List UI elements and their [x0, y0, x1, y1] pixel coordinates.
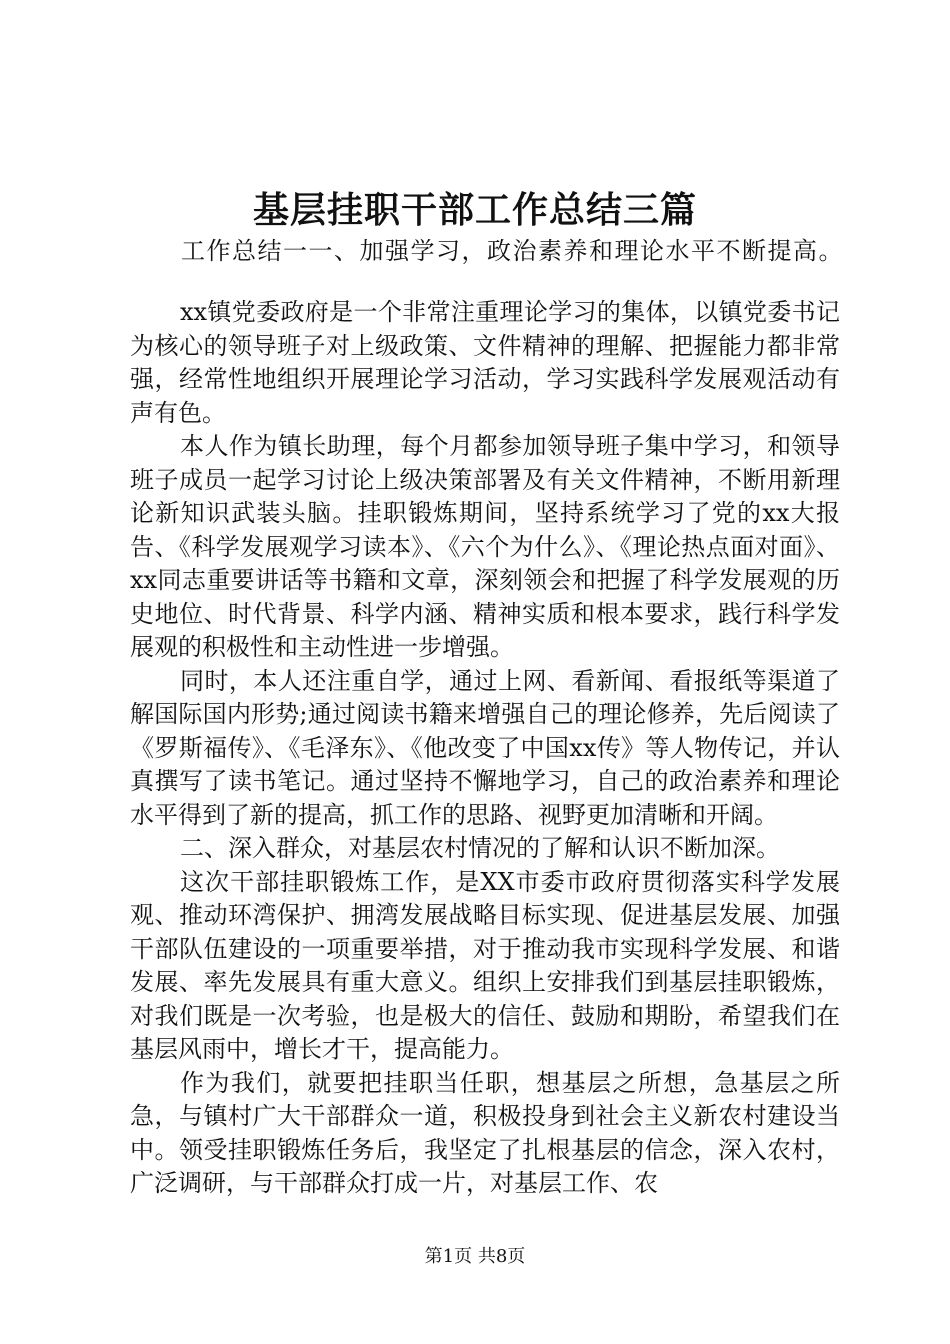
- paragraph: 同时，本人还注重自学，通过上网、看新闻、看报纸等渠道了解国际国内形势;通过阅读书籍来增强自己的理论修养，先后阅读了《罗斯福传》、《毛泽东》、《他改变了中国xx传》等人物传记，并认真撰写了读书笔记。通过坚持不懈地学习，自己的政治素养和理论水平得到了新的提高，抓工作的思路、视野更加清晰和开阔。: [130, 666, 840, 829]
- document-body: [130, 296, 840, 1201]
- page-footer: 第1页 共8页: [424, 1246, 526, 1267]
- document-subtitle: 工作总结一一、加强学习，政治素养和理论水平不断提高。: [181, 237, 844, 265]
- paragraph: 作为我们，就要把挂职当任职，想基层之所想，急基层之所急，与镇村广大干部群众一道，积极投身到社会主义新农村建设当中。领受挂职锻炼任务后，我坚定了扎根基层的信念，深入农村，广泛调研，与干部群众打成一片，对基层工作、农: [130, 1068, 840, 1197]
- section-heading: 二、深入群众，对基层农村情况的了解和认识不断加深。: [180, 834, 780, 862]
- paragraph: xx镇党委政府是一个非常注重理论学习的集体，以镇党委书记为核心的领导班子对上级政策、文件精神的理解、把握能力都非常强，经常性地组织开展理论学习活动，学习实践科学发展观活动有声有色。: [130, 298, 840, 427]
- paragraph: 本人作为镇长助理，每个月都参加领导班子集中学习，和领导班子成员一起学习讨论上级决策部署及有关文件精神，不断用新理论新知识武装头脑。挂职锻炼期间，坚持系统学习了党的xx大报告、《科学发展观学习读本》、《六个为什么》、《理论热点面对面》、xx同志重要讲话等书籍和文章，深刻领会和把握了科学发展观的历史地位、时代背景、科学内涵、精神实质和根本要求，践行科学发展观的积极性和主动性进一步增强。: [130, 432, 840, 661]
- paragraph: 这次干部挂职锻炼工作，是XX市委市政府贯彻落实科学发展观、推动环湾保护、拥湾发展战略目标实现、促进基层发展、加强干部队伍建设的一项重要举措，对于推动我市实现科学发展、和谐发展、率先发展具有重大意义。组织上安排我们到基层挂职锻炼，对我们既是一次考验，也是极大的信任、鼓励和期盼，希望我们在基层风雨中，增长才干，提高能力。: [130, 867, 840, 1063]
- document-title: 基层挂职干部工作总结三篇: [252, 189, 697, 231]
